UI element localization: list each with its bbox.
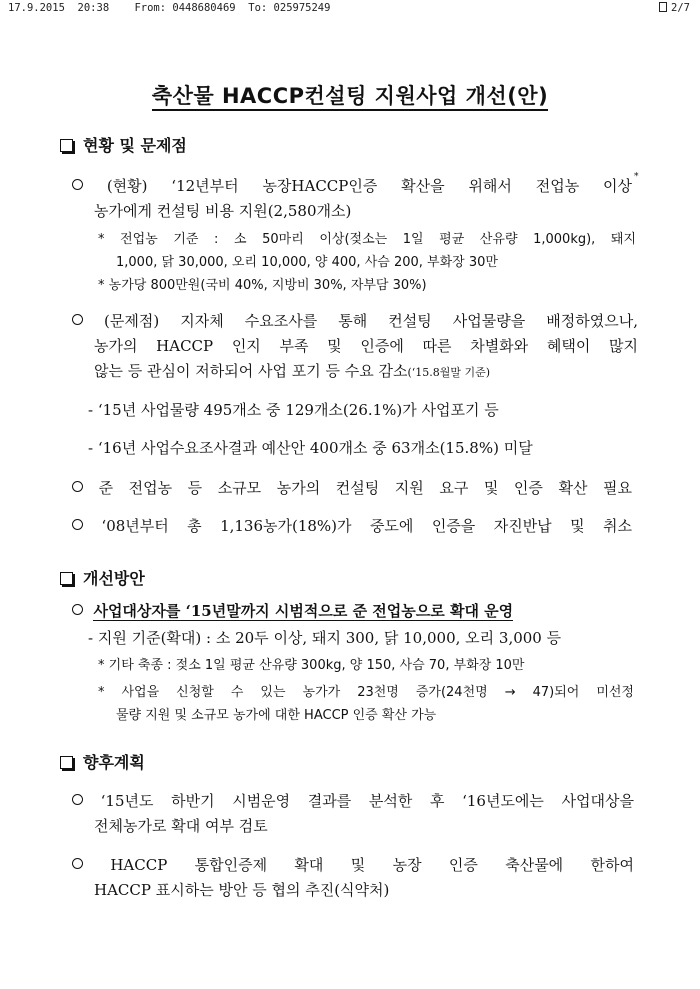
note-cost-share: * 농가당 800만원(국비 40%, 지방비 30%, 자부담 30%) xyxy=(98,278,427,293)
bullet-pilot-review-cont: 전체농가로 확대 여부 검토 xyxy=(94,817,268,835)
fax-page: 2/7 xyxy=(671,2,690,14)
bullet-integrated-certification-cont: HACCP 표시하는 방안 등 협의 추진(식약처) xyxy=(94,881,390,899)
dash-item-support-criteria: - 지원 기준(확대) : 소 20두 이상, 돼지 300, 닭 10,000, 오리 3,000 등 xyxy=(88,629,562,647)
bullet-expand-eligibility: 사업대상자를 ‘15년말까지 시범적으로 준 전업농으로 확대 운영 xyxy=(72,604,513,619)
bullet-problems-cont-2: 않는 등 관심이 저하되어 사업 포기 등 수요 감소(‘15.8월말 기준) xyxy=(94,362,491,380)
checkbox-bullet-icon xyxy=(60,139,73,152)
date-note: (‘15.8월말 기준) xyxy=(407,366,491,379)
fax-to: To: 025975249 xyxy=(248,2,331,14)
circle-bullet-icon xyxy=(72,481,83,492)
circle-bullet-icon xyxy=(72,794,83,805)
note-fulltime-farm-criteria-cont: 1,000, 닭 30,000, 오리 10,000, 양 400, 사슴 200, 부화장 30만 xyxy=(116,255,498,270)
circle-bullet-icon xyxy=(72,179,83,190)
fax-from: From: 0448680469 xyxy=(134,2,236,14)
page-icon xyxy=(659,2,667,12)
circle-bullet-icon xyxy=(72,519,83,530)
bullet-problems-cont-1: 농가의 HACCP 인지 부족 및 인증에 따른 차별화와 혜택이 많지 xyxy=(94,337,638,355)
section-heading-future-plan: 향후계획 xyxy=(60,750,145,773)
bullet-certification-return: ‘08년부터 총 1,136농가(18%)가 중도에 인증을 자진반납 및 취소 xyxy=(72,519,632,534)
fax-datetime: 17.9.2015 20:38 xyxy=(8,2,110,14)
fax-page-indicator xyxy=(659,2,690,14)
dash-item-2016-shortfall: - ‘16년 사업수요조사결과 예산안 400개소 중 63개소(15.8%) 미달 xyxy=(88,439,533,457)
fax-transmission-info xyxy=(8,2,330,14)
circle-bullet-icon xyxy=(72,604,83,615)
note-fulltime-farm-criteria: * 전업농 기준 : 소 50마리 이상(젖소는 1일 평균 산유량 1,000kg), 돼지 xyxy=(98,232,636,247)
circle-bullet-icon xyxy=(72,314,83,325)
bullet-pilot-review: ‘15년도 하반기 시범운영 결과를 분석한 후 ‘16년도에는 사업대상을 xyxy=(72,794,634,809)
bullet-problems: (문제점) 지자체 수요조사를 통해 컨설팅 사업물량을 배정하였으나, xyxy=(72,314,638,329)
note-other-livestock: * 기타 축종 : 젖소 1일 평균 산유량 300kg, 양 150, 사슴 70, 부화장 10만 xyxy=(98,658,525,673)
section-heading-improvement: 개선방안 xyxy=(60,566,145,589)
bullet-small-farm-demand: 준 전업농 등 소규모 농가의 컨설팅 지원 요구 및 인증 확산 필요 xyxy=(72,481,632,496)
checkbox-bullet-icon xyxy=(60,572,73,585)
note-eligible-farms-increase: * 사업을 신청할 수 있는 농가가 23천명 증가(24천명 → 47)되어 미선정 xyxy=(98,685,634,700)
fax-header xyxy=(8,2,692,18)
page-title: 축산물 HACCP컨설팅 지원사업 개선(안) xyxy=(0,80,700,110)
bullet-current-status: (현황) ‘12년부터 농장HACCP인증 확산을 위해서 전업농 이상 xyxy=(72,179,632,194)
bullet-integrated-certification: HACCP 통합인증제 확대 및 농장 인증 축산물에 한하여 xyxy=(72,858,634,873)
footnote-marker: * xyxy=(634,172,639,182)
note-eligible-farms-increase-cont: 물량 지원 및 소규모 농가에 대한 HACCP 인증 확산 가능 xyxy=(116,708,437,723)
section-heading-status: 현황 및 문제점 xyxy=(60,133,187,156)
dash-item-2015-withdrawal: - ‘15년 사업물량 495개소 중 129개소(26.1%)가 사업포기 등 xyxy=(88,401,499,419)
circle-bullet-icon xyxy=(72,858,83,869)
checkbox-bullet-icon xyxy=(60,756,73,769)
bullet-current-status-cont: 농가에게 컨설팅 비용 지원(2,580개소) xyxy=(94,202,352,220)
